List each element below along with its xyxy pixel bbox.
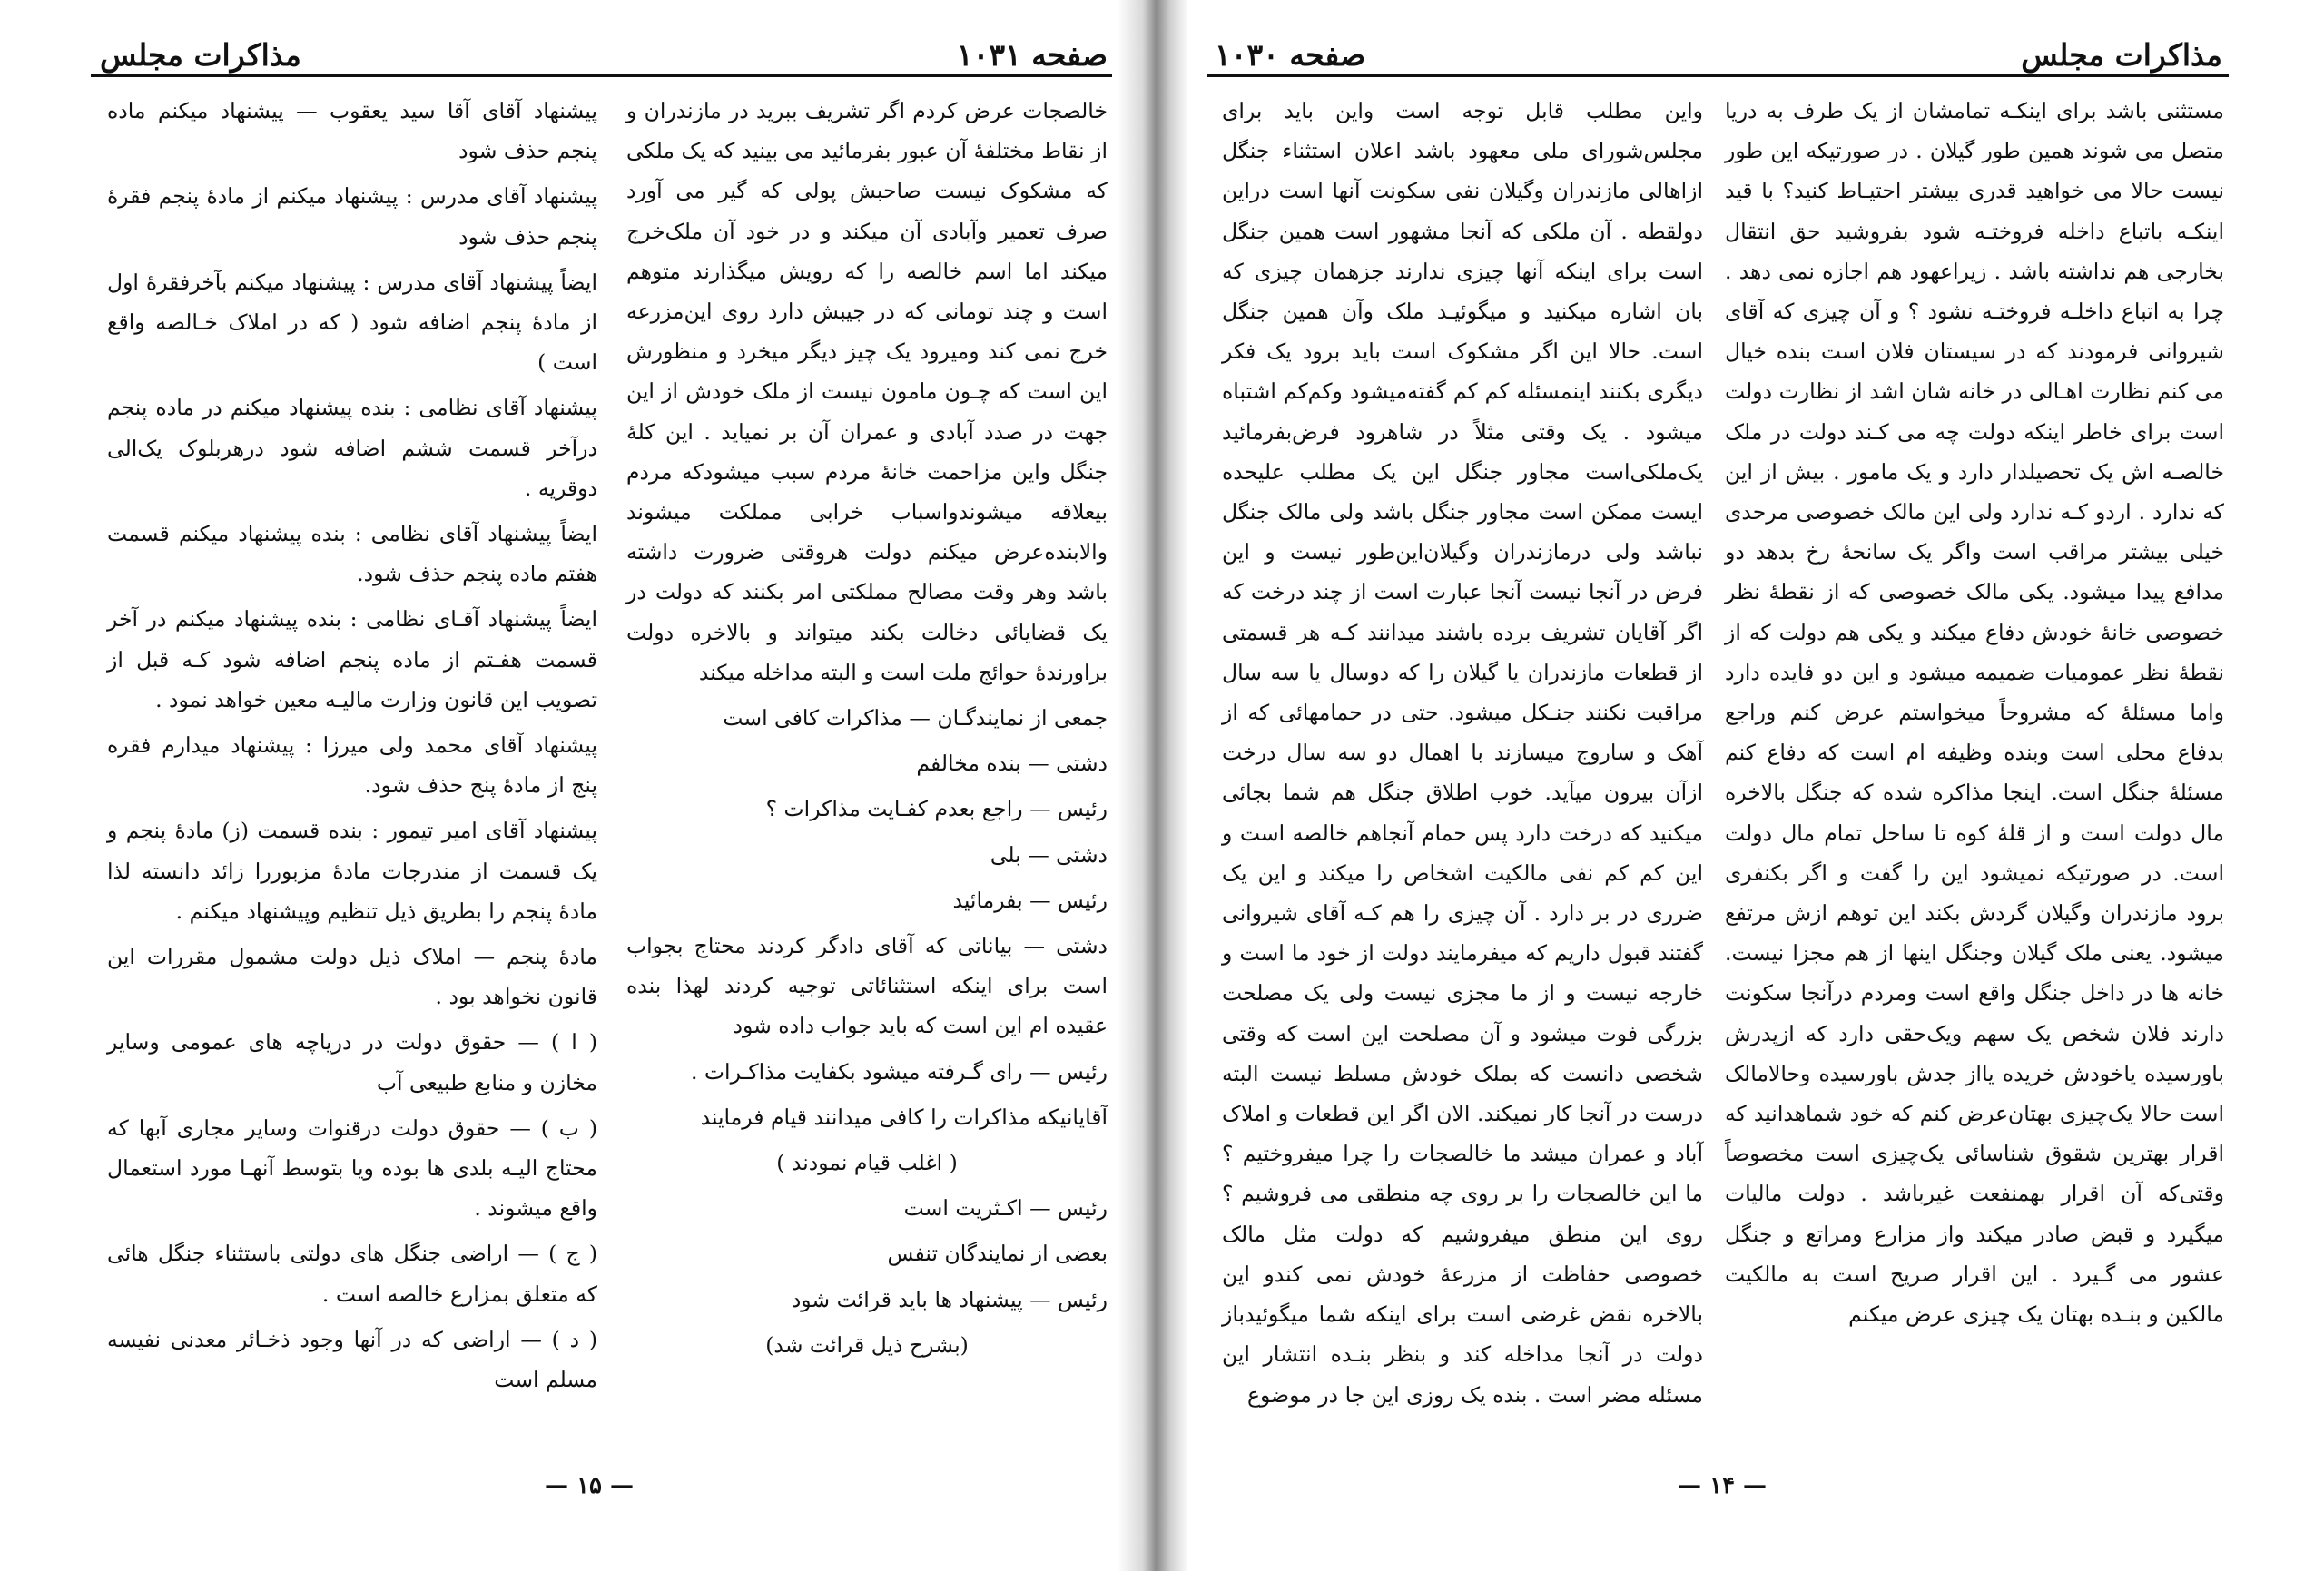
left-page-running-title: مذاکرات مجلس [100, 37, 301, 73]
left-page-left-column [107, 91, 597, 1405]
paragraph: دشتی — بلی [990, 841, 1108, 868]
right-header-rule [1207, 74, 2229, 77]
right-page-number: صفحه ۱۰۳۰ [1215, 37, 1366, 73]
paragraph: رئیس — بفرمائید [952, 887, 1108, 913]
paragraph: پیشنهاد آقای مدرس : پیشنهاد میکنم از مادهٔ پنجم فقرهٔ پنجم حذف شود [107, 183, 597, 250]
right-page [1187, 0, 2324, 1571]
right-page-folio: — ۱۴ — [1678, 1472, 1768, 1499]
paragraph: ( ا ) — حقوق دولت در دریاچه های عمومی وسایر مخازن و منابع طبیعی آب [107, 1029, 597, 1095]
paragraph: ( ج ) — اراضی جنگل های دولتی باستثناء جنگل هائی که متعلق بمزارع خالصه است . [107, 1241, 597, 1307]
paragraph: دشتی — بیاناتی که آقای دادگر کردند محتاج بجواب است برای اینکه استثنائاتی توجیه کردند لهذا بنده عقیده ام این است که باید جواب داده شود [626, 933, 1108, 1039]
left-page-header [100, 27, 1108, 73]
paragraph: بعضی از نمایندگان تنفس [887, 1241, 1108, 1267]
paragraph: خالصجات عرض کردم اگر تشریف ببرید در مازندران و از نقاط مختلفهٔ آن عبور بفرمائید می بینید که یک ملکی که مشکوک نیست صاحبش پولی که گیر می آورد صرف تعمیر وآبادی آن میکند و در خود آن ملک‌خرج میکند اما اسم خالصه را که رویش میگذارند متوهم است و چند تومانی که در جیبش دارد روی این‌مزرعه خرج نمی کند ومیرود یک چیز دیگر میخرد و منظورش این است که چـون مامون نیست از ملک خودش از این جهت در صدد آبادی و عمران آن بر نمیاید . این کلهٔ جنگل واین مزاحمت خانهٔ مردم سبب میشودکه مردم بیعلاقه میشوندواسباب خرابی مملکت میشوند والابنده‌عرض میکنم دولت هروقتی ضرورت داشته باشد وهر وقت مصالح مملکتی امر بکنند که دولت در یک قضایائی دخالت بکند میتواند و بالاخره دولت براورندهٔ حوائج ملت است و البته مداخله میکند [626, 98, 1108, 685]
paragraph: رئیس — پیشنهاد ها باید قرائت شود [791, 1286, 1108, 1312]
right-page-header [1215, 27, 2222, 73]
left-page-folio: — ۱۵ — [545, 1472, 635, 1499]
paragraph: رئیس — اکـثریت است [903, 1195, 1108, 1222]
paragraph: ایضاً پیشنهاد آقـای نظامی : بنده پیشنهاد میکنم در آخر قسمت هفـتم از ماده پنجم اضافه شود کـه قبل از تصویب این قانون وزارت مالیـه معین خواهد نمود . [107, 606, 597, 712]
right-page-right-column [1725, 91, 2224, 1340]
paragraph: رئیس — رای گـرفته میشود بکفایت مذاکـرات . [690, 1058, 1108, 1085]
book-gutter [1118, 0, 1187, 1571]
left-header-rule [91, 74, 1112, 77]
paragraph: ( ب ) — حقوق دولت درقنوات وسایر مجاری آبها که محتاج الیـه بلدی ها بوده ویا بتوسط آنهـا مورد استعمال واقع میشوند . [107, 1114, 597, 1222]
paragraph: پیشنهاد آقای نظامی : بنده پیشنهاد میکنم در ماده پنجم درآخر قسمت ششم اضافه شود درهربلوک یک‌الی دوقریه . [107, 395, 597, 501]
paragraph: آقایانیکه مذاکرات را کافی میدانند قیام فرمایند [700, 1104, 1108, 1130]
left-page-right-column [626, 91, 1108, 1370]
right-page-left-column [1222, 91, 1703, 1420]
paragraph: ایضاً پیشنهاد آقای نظامی : بنده پیشنهاد میکنم قسمت هفتم ماده پنجم حذف شود. [107, 521, 597, 587]
right-page-running-title: مذاکرات مجلس [2021, 37, 2222, 73]
paragraph: جمعی از نمایندگـان — مذاکرات کافی است [723, 705, 1108, 731]
paragraph: ( د ) — اراضی که در آنها وجود ذخـائر معدنی نفیسه مسلم است [107, 1326, 597, 1393]
paragraph: پیشنهاد آقای امیر تیمور : بنده قسمت (ز) مادهٔ پنجم و یک قسمت از مندرجات مادهٔ مزبوررا زائد دانسته لذا مادهٔ پنجم را بطریق ذیل تنظیم وپیشنهاد میکنم . [107, 818, 597, 924]
left-page [0, 0, 1118, 1571]
paragraph: پیشنهاد آقای محمد ولی میرزا : پیشنهاد میدارم فقره پنج از مادهٔ پنج حذف شود. [107, 732, 597, 799]
left-page-number: صفحه ۱۰۳۱ [956, 37, 1108, 73]
paragraph: رئیس — راجع بعدم کفـایت مذاکرات ؟ [765, 796, 1108, 822]
paragraph: دشتی — بنده مخالفم [916, 751, 1108, 777]
paragraph: واین مطلب قابل توجه است واین باید برای مجلس‌شورای ملی معهود باشد اعلان استثناء جنگل ازاهالی مازندران وگیلان نفی سکونت آنها است دراین دولقطه . آن ملکی که آنجا مشهور است همین جنگل است برای اینکه آنها چیزی ندارند جزهمان چیزی که بان اشاره میکنید و میگوئیـد ملک وآن همین جنگل است. حالا این اگر مشکوک است باید برود یک فکر دیگری بکنند اینمسئله کم‌ کم گفته‌میشود وکم‌کم اشتباه میشود . یک وقتی مثلاً در شاهرود فرض‌بفرمائید یک‌ملکی‌است مجاور جنگل این یک مطلب علیحده ایست ممکن است مجاور جنگل باشد ولی مالک جنگل نباشد ولی درمازندران وگیلان‌این‌طور نیست و این فرض در آنجا نیست آنجا عبارت است از چند درخت که اگر آقایان تشریف برده باشند میدانند کـه هر قسمتی از قطعات مازندران یا گیلان را که دوسال یا سه سال مراقبت نکنند جنـکل میشود. حتی در حمامهائی که از آهک و ساروج میسازند با اهمال دو سه سال درخت ازآن بیرون میآید. خوب اطلاق جنگل هم شما بجائی میکنید که درخت دارد پس حمام آنجاهم خالصه است و این کم کم نفی مالکیت اشخاص را میکند و این یک ضرری در بر دارد . آن چیزی را هم کـه آقای شیروانی گفتند قبول داریم که میفرمایند دولت از خود ما است و خارجه نیست و از ما مجزی نیست ولی یک مصلحت بزرگی فوت میشود و آن مصلحت این است که وقتی شخصی دانست که بملک خودش مسلط نیست البته درست در آنجا کار نمیکند. الان اگر این قطعات و املاک آباد و عمران میشد ما خالصجات را چرا میفروختیم ؟ ما این خالصجات را بر روی چه منطقی می فروشیم ؟ روی این منطق میفروشیم که دولت مثل مالک خصوصی حفاظت از مزرعهٔ خودش نمی کندو این بالاخره نقض غرضی است برای اینکه شما میگوئیدباز دولت در آنجا مداخله کند و بنظر بنـده انتشار این مسئله مضر است . بنده یک روزی این جا در موضوع [1222, 98, 1703, 1408]
paragraph: ( اغلب قیام نمودند ) [776, 1150, 958, 1176]
paragraph: مستثنی باشد برای اینکـه تمامشان از یک طرف به دریا متصل می شوند همین طور گیلان . در صورتیکه این طور نیست حالا می خواهید قدری بیشتر احتیـاط کنید؟ با قید اینکـه باتباع داخله فروختـه شود بفروشید حق انتقال بخارجی هم نداشته باشد . زیراعهود هم اجازه نمی دهد . چرا به اتباع داخلـه فروختـه نشود ؟ و آن چیزی که آقای شیروانی فرمودند که در سیستان فلان است بنده خیال می کنم نظارت اهـالی در خانه شان اشد از نظارت دولت است برای خاطر اینکه دولت چه می کـند دولت در ملک خالصـه اش یک تحصیلدار دارد و یک مامور . بیش از این که ندارد . اردو کـه ندارد ولی این مالک خصوصی مرحدی خیلی بیشتر مراقب است واگر یک سانحهٔ رخ بدهد دو مدافع پیدا میشود. یکی مالک خصوصی که از نقطهٔ نظر خصوصی خانهٔ خودش دفاع میکند و یکی هم دولت که از نقطهٔ نظر عمومیات ضمیمه میشود و این دو فایده دارد واما مسئلهٔ که مشروحاً میخواستم عرض کنم وراجع بدفاع محلی است وبنده وظیفه ام است که دفاع کنم مسئلهٔ جنگل است. اینجا مذاکره شده که جنگل بالاخره مال دولت است و از قلهٔ کوه تا ساحل تمام مال دولت است. در صورتیکه نمیشود این را گفت و اگر بکنفری برود مازندران وگیلان گردش بکند این توهم ازش مرتفع میشود. یعنی ملک گیلان وجنگل اینها از هم مجزا نیست. خانه ها در داخل جنگل واقع است ومردم درآنجا سکونت دارند فلان شخص یک سهم ویک‌حقی دارد که ازپدرش باورسیده یا‌خودش خریده یااز جدش باورسیده وحالامالک است حالا یک‌چیزی بهتان‌عرض کنم که خود شماهدانید که اقرار بهترین شقوق شناسائی یک‌چیزی است مخصوصاً وقتی‌که آن اقرار بهمنفعت غیرباشد . دولت مالیات میگیرد و قبض صادر میکند واز مزارع ومراتع و جنگل عشور می گـیرد . این اقرار صریح است به مالکیت مالکین و بنـده بهتان یک چیزی عرض میکنم [1725, 98, 2224, 1328]
paragraph: مادهٔ پنجم — املاک ذیل دولت مشمول مقررات این قانون نخواهد بود . [107, 944, 597, 1010]
paragraph: (بشرح ذیل قرائت شد) [765, 1331, 969, 1358]
paragraph: پیشنهاد آقای آقا سید یعقوب — پیشنهاد میکنم ماده پنجم حذف شود [107, 98, 597, 164]
paragraph: ایضاً پیشنهاد آقای مدرس : پیشنهاد میکنم بآخرفقرهٔ اول از مادهٔ پنجم اضافه شود ( که در املاک خـالصه واقع است ) [107, 269, 597, 376]
